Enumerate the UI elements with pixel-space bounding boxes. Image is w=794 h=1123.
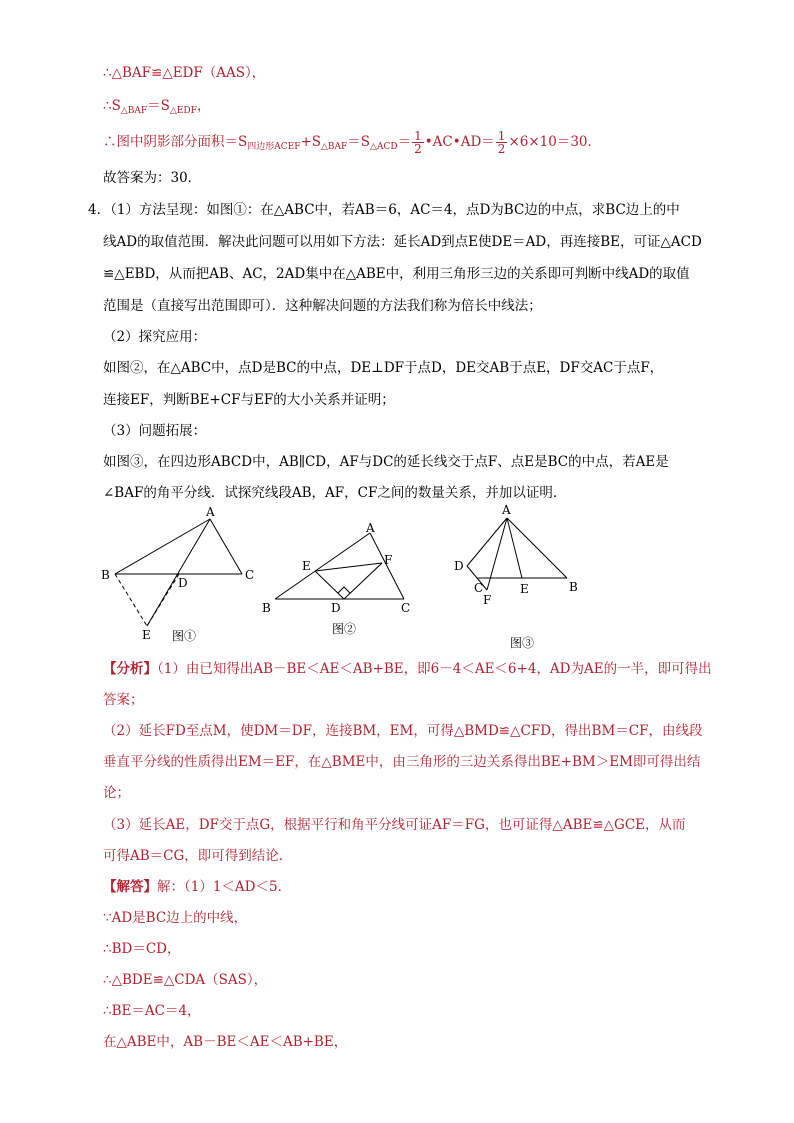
- problem-line-3: ≌△EBD，从而把AB、AC，2AD集中在△ABE中，利用三角形三边的关系即可判断中线AD的取值: [103, 266, 690, 282]
- fig2-label-e: E: [302, 559, 311, 573]
- shaded-f: ×6×10＝30．: [508, 134, 602, 150]
- shaded-sub2: △BAF: [321, 142, 348, 152]
- solution-line-2: ∵AD是BC边上的中线，: [103, 910, 248, 926]
- figure-1: [95, 505, 265, 650]
- shaded-sub1: 四边形ACEF: [247, 142, 301, 152]
- fig3-label-a: A: [502, 503, 511, 517]
- fig1-label-c: C: [245, 568, 255, 582]
- solution-text-1: 解：（1）1＜AD＜5．: [157, 879, 292, 895]
- fig3-label-b: B: [569, 580, 578, 594]
- solution-line-4: ∴△BDE≌△CDA（SAS），: [103, 972, 268, 988]
- fig3-side-ad: [467, 518, 507, 566]
- fig1-label-b: B: [101, 568, 110, 582]
- prev-step-sub2: △EDF: [169, 106, 197, 116]
- fig2-label-d: D: [331, 601, 341, 615]
- prev-step-area-equal-c: ，: [196, 98, 211, 114]
- fig3-side-ab: [507, 518, 567, 578]
- analysis-tag: 【分析】: [103, 661, 157, 677]
- fig1-caption: 图①: [172, 629, 197, 643]
- fig2-caption: 图②: [332, 622, 357, 636]
- problem-line-5: （2）探究应用：: [103, 329, 207, 345]
- fig2-label-f: F: [384, 553, 393, 567]
- frac-den-2: 2: [497, 142, 506, 156]
- fig3-label-f: F: [483, 593, 492, 607]
- fig1-label-a: A: [206, 505, 215, 519]
- frac-num-2: 1: [497, 129, 506, 143]
- fig1-dashed-be: [115, 574, 147, 626]
- problem-line-10: ∠BAF的角平分线．试探究线段AB，AF，CF之间的数量关系，并加以证明．: [103, 485, 567, 501]
- problem-line-8: （3）问题拓展：: [103, 423, 207, 439]
- analysis-line-1: [103, 659, 712, 679]
- fig1-label-e: E: [142, 628, 151, 642]
- prev-step-area-equal: [103, 96, 210, 121]
- problem-line-4: 范围是（直接写出范围即可）．这种解决问题的方法我们称为倍长中线法；: [103, 298, 542, 314]
- fig1-side-ac: [210, 519, 242, 574]
- solution-line-6: 在△ABE中，AB－BE＜AE＜AB+BE，: [103, 1034, 348, 1050]
- analysis-line-5: 论；: [103, 785, 130, 801]
- fig1-dashed-de: [147, 574, 179, 626]
- shaded-b: +S: [300, 134, 322, 150]
- prev-step-congruent: ∴△BAF≌△EDF（AAS），: [103, 65, 266, 81]
- fig2-label-b: B: [262, 601, 271, 615]
- analysis-line-3: （2）延长FD至点M，使DM＝DF，连接BM，EM，可得△BMD≌△CFD，得出BM＝CF，由线段: [103, 723, 703, 739]
- fig2-segment-df: [344, 563, 382, 599]
- prev-step-area-equal-b: ＝S: [147, 98, 170, 114]
- problem-line-9: 如图③，在四边形ABCD中，AB∥CD，AF与DC的延长线交于点F、点E是BC的中点，若AE是: [103, 454, 669, 470]
- problem-line-2: 线AD的取值范围．解决此问题可以用如下方法：延长AD到点E使DE＝AD，再连接BE，可证△ACD: [103, 234, 702, 250]
- solution-line-1: [103, 877, 291, 897]
- frac-num-1: 1: [414, 129, 422, 143]
- fig2-label-a: A: [366, 521, 375, 535]
- problem-line-6: 如图②，在△ABC中，点D是BC的中点，DE⊥DF于点D，DE交AB于点E，DF交AC于点F，: [103, 360, 664, 376]
- prev-step-shaded-area: [103, 127, 601, 162]
- frac-den-1: 2: [414, 142, 422, 156]
- fig2-right-angle-mark: [338, 587, 350, 593]
- analysis-line-2: 答案；: [103, 692, 144, 708]
- figure-2: [258, 520, 418, 640]
- shaded-a: ∴图中阴影部分面积＝S: [103, 134, 248, 150]
- fig2-label-c: C: [401, 601, 411, 615]
- analysis-line-6: （3）延长AE，DF交于点G，根据平行和角平分线可证AF＝FG，也可证得△ABE≌△GCE，从而: [103, 817, 686, 833]
- analysis-text-1: （1）由已知得出AB－BE＜AE＜AB+BE，即6－4＜AE＜6+4，AD为AE的一半，即可得出: [157, 661, 712, 677]
- fig3-label-c: C: [474, 581, 484, 595]
- shaded-c: ＝S: [347, 134, 371, 150]
- fraction-half-2: [496, 130, 508, 155]
- solution-line-5: ∴BE＝AC＝4，: [103, 1003, 201, 1019]
- analysis-line-7: 可得AB＝CG，即可得到结论．: [103, 848, 293, 864]
- fig2-segment-de: [315, 571, 344, 599]
- fig3-segment-af: [487, 518, 507, 590]
- problem-line-1: 4．（1）方法呈现：如图①：在△ABC中，若AB＝6，AC＝4，点D为BC边的中点，求BC边上的中: [88, 202, 680, 218]
- solution-line-3: ∴BD＝CD，: [103, 941, 181, 957]
- fraction-half-1: [412, 130, 424, 155]
- prev-answer: 故答案为：30．: [103, 170, 202, 186]
- fig3-label-e: E: [520, 582, 529, 596]
- fig1-side-ab: [115, 519, 210, 574]
- fig3-label-d: D: [454, 559, 464, 573]
- shaded-sub3: △ACD: [370, 142, 398, 152]
- fig1-label-d: D: [178, 576, 188, 590]
- problem-line-7: 连接EF，判断BE+CF与EF的大小关系并证明；: [103, 392, 395, 408]
- figure-3: [450, 500, 585, 655]
- shaded-d: ＝: [397, 134, 412, 150]
- solution-tag: 【解答】: [103, 879, 157, 895]
- analysis-line-4: 垂直平分线的性质得出EM＝EF，在△BME中，由三角形的三边关系得出BE+BM＞EM即可得出结: [103, 754, 701, 770]
- fig3-bisector-ae: [507, 518, 522, 578]
- prev-step-sub1: △BAF: [120, 106, 148, 116]
- fig3-caption: 图③: [510, 636, 535, 650]
- prev-step-area-equal-a: ∴S: [103, 98, 121, 114]
- shaded-e: •AC•AD＝: [424, 134, 495, 150]
